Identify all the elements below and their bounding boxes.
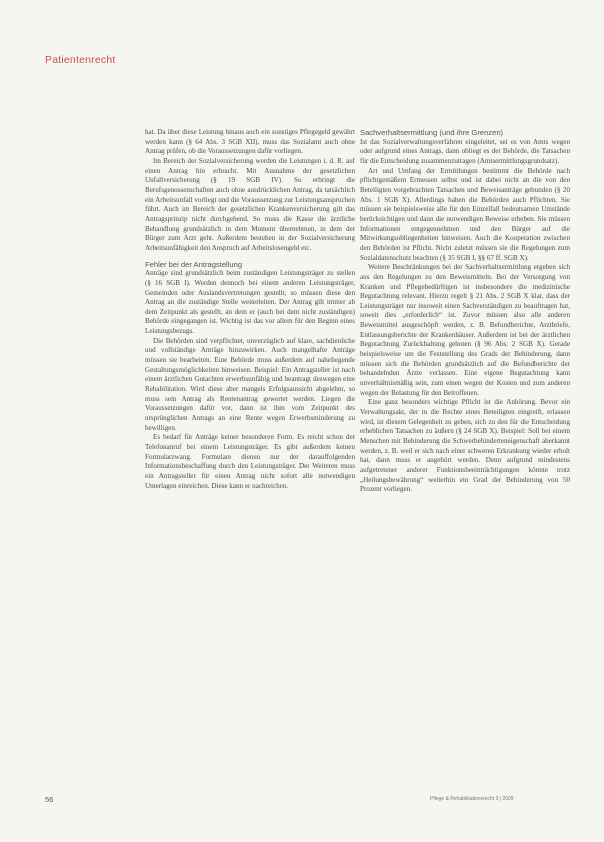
left-column [145, 128, 355, 491]
subheading: Fehler bei der Antragstellung [145, 259, 243, 269]
subheading: Sachverhaltsermittlung (und ihre Grenzen) [360, 128, 504, 137]
paragraph: Anträge sind grundsätzlich beim zuständigen Leistungsträger zu stellen (§ 16 SGB I). Werden dennoch bei einem anderen Leistungsträger, Gemeinden oder Auslandsvertretungen gestellt, so müssen diese den Antrag an die zuständige Stelle weiterleiten. Der Antrag gilt immer ab dem Zeitpunkt als gestellt, an dem er (auch bei dem nicht zuständigen) Behörde eingegangen ist. Wichtig ist das vor allem für den Beginn eines Leistungsbezugs. [145, 269, 355, 336]
right-column [360, 128, 570, 495]
paragraph: Eine ganz besonders wichtige Pflicht ist die Anhörung. Bevor ein Verwaltungsakt, der in die Rechte eines Beteiligten eingreift, erlassen wird, ist diesem Gelegenheit zu geben, sich zu den für die Entscheidung erheblichen Tatsachen zu äußern (§ 24 SGB X). Beispiel: Soll bei einem Menschen mit Behinderung die Schwerbehinderteneigenschaft aberkannt werden, z. B. weil er sich nach einer schweren Erkrankung wieder erholt hat, dann muss er angehört werden. Denn aufgrund mindestens aufgetretener anderer Funktionsbeeinträchtigungen könnte trotz „Heilungsbewährung“ weiterhin ein Grad der Behinderung von 50 Prozent vorliegen. [360, 398, 570, 494]
paragraph: Weitere Beschränkungen bei der Sachverhaltsermittlung ergeben sich aus den Regelungen zu den Beweismitteln. Bei der Versorgung von Kranken und Pflegebedürftigen ist insbesondere die medizinische Begutachtung relevant. Hierzu regelt § 21 Abs. 2 SGB X klar, dass der Leistungsträger nur insoweit einen Sachverständigen zu beauftragen hat, soweit dies „erforderlich“ ist. Zuvor müssen also alle anderen Beweismittel ausgeschöpft werden, z. B. Befundberichte, Arztbriefe, Entlassungsberichte der Krankenhäuser. Außerdem ist bei der ärztlichen Begutachtung Zurückhaltung geboten (§ 96 Abs. 2 SGB X). Gerade beispielsweise um die Feststellung des Grads der Behinderung, dann müssen sich die Behörden grundsätzlich auf die Befundberichte der behandelnden Ärzte verlassen. Eine eigene Begutachtung kann unverhältnismäßig sein, zum einen wegen der Kosten und zum anderen wegen der Belastung für den Betroffenen. [360, 263, 570, 397]
paragraph: Art und Umfang der Ermittlungen bestimmt die Behörde nach pflichtgemäßem Ermessen selbst und ist dabei nicht an die von den Beteiligten vorgebrachten Tatsachen und Beweisanträge gebunden (§ 20 Abs. 1 SGB X). Allerdings haben die Behörden auch Pflichten. Sie müssen sie beispielsweise alle für den Einzelfall bedeutsamen Umstände berücksichtigen und dann die notwendigen Beweise erheben. Sie müssen Informationen entgegennehmen und den Bürger auf die Mitwirkungsobliegenheiten hinweisen. Auch die Kooperation zwischen den Behörden ist Pflicht. Nicht zuletzt müssen sie die Regelungen zum Sozialdatenschutz beachten (§ 35 SGB I, §§ 67 ff. SGB X). [360, 166, 570, 262]
paragraph: hat. Da über diese Leistung hinaus auch ein sonstiges Pflegegeld gewährt werden kann (§ 64 Abs. 3 SGB XII), muss das Sozialamt auch ohne Antrag prüfen, ob die Voraussetzungen dafür vorliegen. [145, 128, 355, 156]
page-number: 56 [45, 795, 54, 804]
paragraph: Ist das Sozialverwaltungsverfahren eingeleitet, sei es von Amts wegen oder aufgrund eines Antrags, dann obliegt es der Behörde, die Tatsachen für die Entscheidung zusammenzutragen (Amtsermittlungsgrundsatz). [360, 137, 570, 165]
paragraph: Im Bereich der Sozialversicherung werden die Leistungen i. d. R. auf einen Antrag hin erbracht. Mit Ausnahme der gesetzlichen Unfallversicherung (§ 19 SGB IV). So erbringt die Berufsgenossenschaften auch ohne ausdrücklichen Antrag, da tatsächlich ein Arbeitsunfall vorliegt und die Voraussetzung zur Leistungsanspruchen führt. Auch im Bereich der gesetzlichen Krankenversicherung gilt das Antragsprinzip nicht durchgehend. So muss die Kasse die ärztliche Behandlung grundsätzlich in dem Moment übernehmen, in dem der Bürger zum Arzt geht. Außerdem bestehen in der Sozialversicherung Arbeitsunfähigkeit den Anspruch auf Arbeitslosengeld etc. [145, 156, 355, 252]
section-title: Patientenrecht [45, 54, 116, 66]
footer-source: Pflege & Rehabilitationsrecht 3 | 2009 [430, 796, 514, 802]
paragraph: Es bedarf für Anträge keiner besonderen Form. Es reicht schon der Telefonanruf bei einem Leistungsträger. Es gibt außerdem keinen Formularzwang. Formulare dienen nur der darauffolgenden Informationsbeschaffung durch den Leistungsträger. Der Weiteren muss ein Antragsteller für einen Antrag nicht sofort alle notwendigen Unterlagen einreichen. Diese kann er nachreichen. [145, 433, 355, 490]
paragraph: Die Behörden sind verpflichtet, unverzüglich auf klare, sachdienliche und vollständige Anträge hinzuwirken. Auch mangelhafte Anträge müssen sie bearbeiten. Eine Behörde muss außerdem auf naheliegende Gestaltungsmöglichkeiten hinweisen. Beispiel: Ein Antragsteller ist nach einem ärztlichen Gutachten erwerbsunfähig und beantragt deswegen eine Rehabilitation. Wird diese aber mangels Erfolgsaussicht abgelehnt, so muss sein Antrag als Rentenantrag gewertet werden. Liegen die Voraussetzungen dafür vor, dann ist ihm vom Zeitpunkt des ursprünglichen Antrags an eine Rente wegen Erwerbsminderung zu bewilligen. [145, 336, 355, 432]
